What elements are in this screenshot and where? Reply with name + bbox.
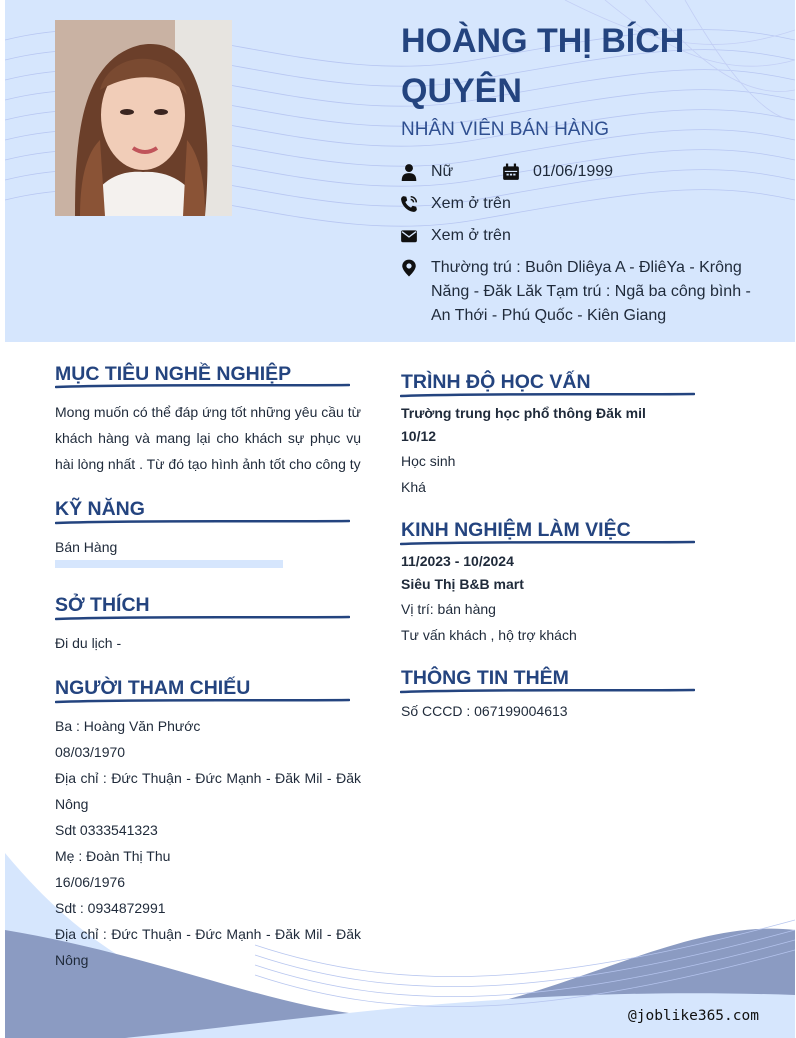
additional-underline bbox=[400, 687, 695, 695]
portrait-image bbox=[55, 20, 232, 216]
reference-line: Ba : Hoàng Văn Phước bbox=[55, 718, 201, 734]
education-role: Học sinh bbox=[401, 453, 456, 469]
experience-company: Siêu Thị B&B mart bbox=[401, 576, 524, 592]
references-heading: NGƯỜI THAM CHIẾU bbox=[55, 677, 251, 699]
experience-block bbox=[401, 550, 731, 648]
profile-photo bbox=[55, 20, 232, 216]
objective-text: Mong muốn có thể đáp ứng tốt những yêu cầu từ khách hàng và mang lại cho khách sự phục vụ hài lòng nhất . Từ đó tạo hình ảnh tốt cho công ty bbox=[55, 404, 361, 472]
reference-line: Sdt : 0934872991 bbox=[55, 900, 166, 916]
watermark: @joblike365.com bbox=[628, 1008, 759, 1024]
references-list bbox=[55, 713, 361, 973]
phone-value: Xem ở trên bbox=[431, 195, 511, 212]
experience-position: Vị trí: bán hàng bbox=[401, 601, 496, 617]
skills-underline bbox=[55, 518, 350, 526]
reference-line: Địa chỉ : Đức Thuận - Đức Mạnh - Đăk Mil - Đăk Nông bbox=[55, 926, 361, 968]
map-pin-icon bbox=[400, 259, 418, 277]
email-row bbox=[400, 224, 600, 248]
skill-name: Bán Hàng bbox=[55, 539, 118, 555]
objective-heading: MỤC TIÊU NGHỀ NGHIỆP bbox=[55, 363, 292, 385]
candidate-name: HOÀNG THỊ BÍCH QUYÊN bbox=[401, 22, 685, 110]
phone-row bbox=[400, 192, 600, 216]
person-icon bbox=[400, 163, 418, 181]
reference-line: Mẹ : Đoàn Thị Thu bbox=[55, 848, 171, 864]
school-grade: 10/12 bbox=[401, 428, 437, 444]
reference-line: Địa chỉ : Đức Thuận - Đức Mạnh - Đăk Mil - Đăk Nông bbox=[55, 770, 361, 812]
hobbies-underline bbox=[55, 614, 350, 622]
experience-underline bbox=[400, 539, 695, 547]
experience-period: 11/2023 - 10/2024 bbox=[401, 553, 514, 569]
objective-underline bbox=[55, 382, 350, 390]
school-name: Trường trung học phổ thông Đăk mil bbox=[401, 405, 646, 421]
reference-line: 08/03/1970 bbox=[55, 744, 126, 760]
birthdate-row bbox=[502, 160, 652, 184]
address-value: Thường trú : Buôn Dliêya A - ĐliêYa - Krông Năng - Đăk Lăk Tạm trú : Ngã ba công bình - An Thới - Phú Quốc - Kiên Giang bbox=[431, 259, 751, 324]
education-result: Khá bbox=[401, 479, 426, 495]
education-block bbox=[401, 402, 731, 500]
address-row bbox=[400, 256, 770, 328]
skill-level-bar bbox=[55, 560, 283, 568]
skill-level-fill bbox=[55, 560, 283, 568]
education-underline bbox=[400, 391, 695, 399]
gender-value: Nữ bbox=[431, 163, 454, 180]
references-underline bbox=[55, 697, 350, 705]
job-title: NHÂN VIÊN BÁN HÀNG bbox=[401, 119, 609, 140]
phone-icon bbox=[400, 195, 418, 213]
reference-line: 16/06/1976 bbox=[55, 874, 126, 890]
email-value: Xem ở trên bbox=[431, 227, 511, 244]
experience-heading: KINH NGHIỆM LÀM VIỆC bbox=[401, 519, 631, 541]
education-heading: TRÌNH ĐỘ HỌC VẤN bbox=[401, 371, 591, 393]
birthdate-value: 01/06/1999 bbox=[533, 163, 614, 180]
additional-heading: THÔNG TIN THÊM bbox=[401, 667, 569, 689]
calendar-icon bbox=[502, 163, 520, 181]
hobbies-heading: SỞ THÍCH bbox=[55, 594, 150, 616]
hobbies-text: Đi du lịch - bbox=[55, 635, 122, 651]
skills-heading: KỸ NĂNG bbox=[55, 498, 145, 520]
additional-text: Số CCCD : 067199004613 bbox=[401, 703, 568, 719]
experience-description: Tư vấn khách , hộ trợ khách bbox=[401, 627, 577, 643]
envelope-icon bbox=[400, 227, 418, 245]
reference-line: Sdt 0333541323 bbox=[55, 822, 158, 838]
gender-row bbox=[400, 160, 510, 184]
